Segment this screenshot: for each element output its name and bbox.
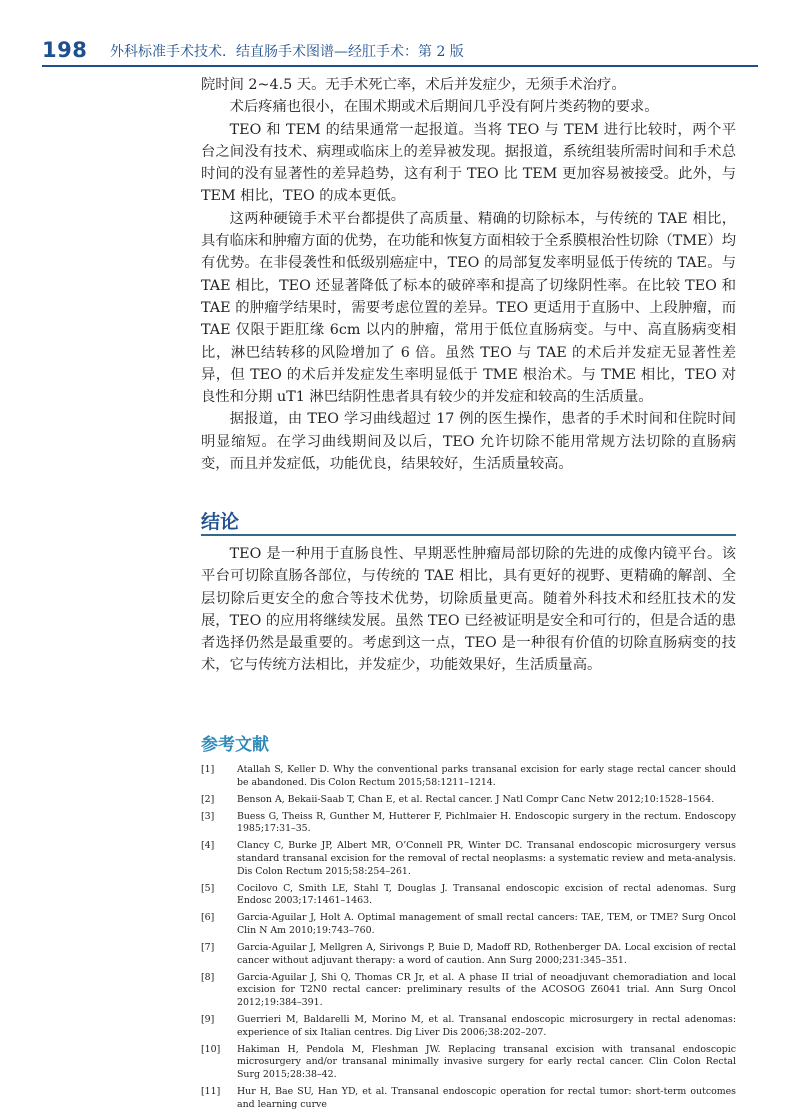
- reference-text: Buess G, Theiss R, Gunther M, Hutterer F, Pichlmaier H. Endoscopic surgery in the rectum. Endoscopy 1985;17:31–35.: [237, 810, 736, 835]
- reference-number: [2]: [201, 793, 215, 805]
- section-rule: [201, 534, 736, 536]
- reference-text: Benson A, Bekaii-Saab T, Chan E, et al. Rectal cancer. J Natl Compr Canc Netw 2012;10:1528–1564.: [237, 793, 715, 805]
- reference-text: Guerrieri M, Baldarelli M, Morino M, et al. Transanal endoscopic microsurgery in rectal adenomas: experience of six Italian centres. Dig Liver Dis 2006;38:202–207.: [237, 1014, 736, 1038]
- body-paragraph: TEO 和 TEM 的结果通常一起报道。当将 TEO 与 TEM 进行比较时，两个平台之间没有技术、病理或临床上的差异被发现。据报道，系统组装所需时间和手术总时间的没有显著性的差异趋势，这有利于 TEO 比 TEM 更加容易被接受。此外，与 TEM 相比，TEO 的成本更低。: [201, 121, 736, 205]
- body-paragraph: 术后疼痛也很小，在围术期或术后期间几乎没有阿片类药物的要求。: [229, 99, 659, 116]
- reference-item: [201, 1044, 736, 1082]
- body-paragraph: 这两种硬镜手术平台都提供了高质量、精确的切除标本，与传统的 TAE 相比，具有临床和肿瘤方面的优势，在功能和恢复方面相较于全系膜根治性切除（TME）均有优势。在非侵袭性和低级别癌症中，TEO 的局部复发率明显低于传统的 TAE。与 TAE 相比，TEO 还显著降低了标本的破碎率和提高了切缘阴性率。在比较 TEO 和 TAE 的肿瘤学结果时，需要考虑位置的差异。TEO 更适用于直肠中、上段肿瘤，而 TAE 仅限于距肛缘 6cm 以内的肿瘤，常用于低位直肠病变。与中、高直肠病变相比，淋巴结转移的风险增加了 6 倍。虽然 TEO 与 TAE 的术后并发症无显著性差异，但 TEO 的术后并发症发生率明显低于 TME 根治术。与 TME 相比，TEO 对良性和分期 uT1 淋巴结阴性患者具有较少的并发症和较高的生活质量。: [201, 210, 736, 406]
- reference-number: [8]: [201, 971, 215, 983]
- reference-item: [201, 1014, 736, 1039]
- reference-text: Garcia-Aguilar J, Mellgren A, Sirivongs P, Buie D, Madoff RD, Rothenberger DA. Local excision of rectal cancer without adjuvant therapy: a word of caution. Ann Surg 2000;231:345–351.: [237, 942, 736, 966]
- reference-number: [1]: [201, 764, 215, 775]
- reference-item: [201, 811, 736, 836]
- page-number: 198: [42, 38, 88, 62]
- reference-item: [201, 883, 736, 908]
- reference-item: [201, 840, 736, 878]
- reference-list: [201, 764, 736, 1116]
- reference-item: [201, 912, 736, 937]
- body-text-top: [201, 74, 736, 475]
- conclusion-paragraph: TEO 是一种用于直肠良性、早期恶性肿瘤局部切除的先进的成像内镜平台。该平台可切除直肠各部位，与传统的 TAE 相比，具有更好的视野、更精确的解剖、全层切除后更安全的愈合等技术优势，切除质量更高。随着外科技术和经肛技术的发展，TEO 的应用将继续发展。虽然 TEO 已经被证明是安全和可行的，但是合适的患者选择仍然是最重要的。考虑到这一点，TEO 是一种很有价值的切除直肠病变的技术，它与传统方法相比，并发症少，功能效果好，生活质量高。: [201, 546, 736, 674]
- conclusion-body: [201, 543, 736, 677]
- section-title-conclusion: 结论: [201, 511, 240, 533]
- reference-text: Hur H, Bae SU, Han YD, et al. Transanal endoscopic operation for rectal tumor: short-term outcomes and learning curve: [237, 1086, 736, 1110]
- reference-item: [201, 764, 736, 789]
- reference-item: [201, 942, 736, 967]
- reference-item: [201, 794, 736, 807]
- reference-text: Hakiman H, Pendola M, Fleshman JW. Replacing transanal excision with transanal endoscopic microsurgery and/or transanal minimally invasive surgery for early rectal cancer. Clin Colon Rectal Surg 2015;28:38–42.: [237, 1043, 736, 1080]
- reference-text: Atallah S, Keller D. Why the conventional parks transanal excision for early stage rectal cancer should be abandoned. Dis Colon Rectum 2015;58:1211–1214.: [237, 764, 736, 788]
- page-header: [42, 38, 758, 66]
- reference-number: [6]: [201, 912, 215, 924]
- references-title: 参考文献: [201, 735, 269, 755]
- reference-item: [201, 1086, 736, 1111]
- reference-number: [10]: [201, 1043, 221, 1055]
- reference-number: [3]: [201, 810, 215, 822]
- running-title: 外科标准手术技术．结直肠手术图谱—经肛手术：第 2 版: [110, 44, 464, 60]
- reference-number: [7]: [201, 942, 215, 954]
- reference-number: [5]: [201, 882, 215, 894]
- body-paragraph: 据报道，由 TEO 学习曲线超过 17 例的医生操作，患者的手术时间和住院时间明显缩短。在学习曲线期间及以后，TEO 允许切除不能用常规方法切除的直肠病变，而且并发症低，功能优良，结果较好，生活质量较高。: [201, 411, 736, 473]
- reference-text: Clancy C, Burke JP, Albert MR, O’Connell PR, Winter DC. Transanal endoscopic microsurgery versus standard transanal excision for the removal of rectal neoplasms: a systematic review and meta-analysis. Dis Colon Rectum 2015;58:254–261.: [237, 840, 736, 877]
- reference-number: [4]: [201, 840, 215, 852]
- reference-number: [9]: [201, 1014, 215, 1026]
- reference-text: Garcia-Aguilar J, Shi Q, Thomas CR Jr, et al. A phase II trial of neoadjuvant chemoradiation and local excision for T2N0 rectal cancer: preliminary results of the ACOSOG Z6041 trial. Ann Surg Oncol 2012;19:384–391.: [237, 971, 736, 1008]
- reference-text: Garcia-Aguilar J, Holt A. Optimal management of small rectal cancers: TAE, TEM, or TME? Surg Oncol Clin N Am 2010;19:743–760.: [237, 912, 736, 937]
- header-rule: [42, 65, 758, 67]
- reference-number: [11]: [201, 1086, 221, 1098]
- reference-item: [201, 972, 736, 1010]
- reference-text: Cocilovo C, Smith LE, Stahl T, Douglas J. Transanal endoscopic excision of rectal adenomas. Surg Endosc 2003;17:1461–1463.: [237, 882, 736, 907]
- body-paragraph: 院时间 2~4.5 天。无手术死亡率，术后并发症少，无须手术治疗。: [201, 77, 626, 93]
